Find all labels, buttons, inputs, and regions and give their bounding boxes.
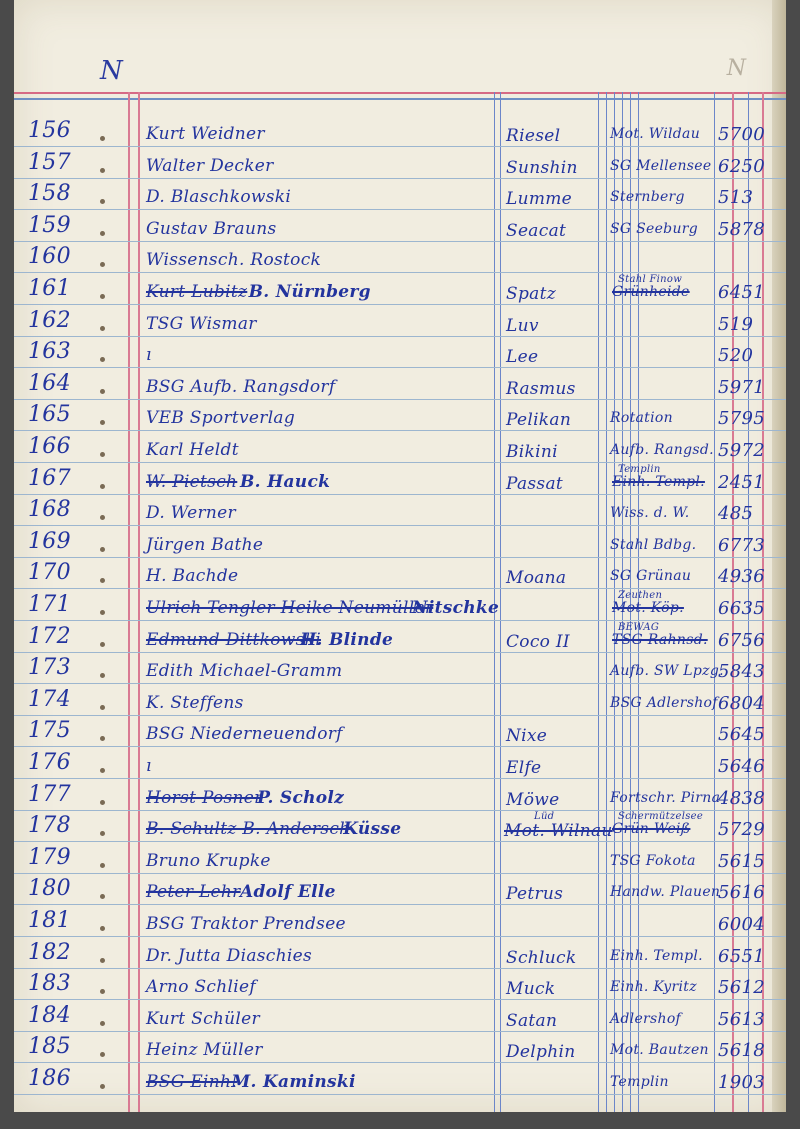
club-name: BSG Adlershof [610, 694, 718, 711]
club-name: Mot. Bautzen [610, 1042, 709, 1059]
ruled-line [14, 778, 786, 779]
sail-number: 5729 [718, 819, 766, 841]
entry-number: 175 [28, 718, 71, 744]
name: H. Bachde [146, 566, 239, 587]
entry-dot [100, 642, 105, 647]
entry-number: 156 [28, 118, 71, 143]
entry-number: 166 [28, 434, 71, 459]
club-name: Einh. Templ. [610, 947, 703, 964]
entry-number: 181 [28, 908, 71, 933]
ruled-line [14, 841, 786, 842]
entry-dot [100, 863, 105, 868]
ruled-line [14, 1031, 786, 1032]
sail-number: 5843 [718, 661, 766, 683]
entry-number: 170 [28, 560, 71, 586]
boat-name: Lee [506, 347, 539, 368]
name-struck: Peter Lehr [146, 882, 241, 903]
entry-dot [100, 831, 105, 836]
sail-number: 1903 [718, 1072, 766, 1093]
sail-number: 6804 [718, 692, 766, 714]
entry-dot [100, 484, 105, 489]
name: Edith Michael-Gramm [146, 661, 343, 682]
club-name: Einh. Kyritz [610, 979, 697, 996]
boat-name: Nixe [506, 726, 548, 747]
ruled-line [14, 557, 786, 558]
sail-number: 5971 [718, 376, 766, 398]
boat-name: Schluck [506, 947, 577, 968]
entry-dot [100, 926, 105, 931]
name: VEB Sportverlag [146, 408, 296, 429]
name: TSG Wismar [146, 313, 257, 334]
boat-name: Rasmus [506, 378, 576, 399]
column-rule [606, 92, 607, 1112]
margin-rule-left [128, 92, 130, 1112]
ruled-line [14, 936, 786, 937]
sail-number: 6004 [718, 914, 766, 935]
entry-number: 178 [28, 813, 71, 839]
club-struck: Mot. Köp. [612, 600, 684, 616]
name-struck: Edmund Dittkowski [146, 629, 321, 650]
entry-dot [100, 1084, 105, 1089]
ruled-line [14, 241, 786, 242]
name-struck: Horst Posner [146, 787, 263, 808]
club-struck: Grün Weiß [612, 821, 691, 838]
ruled-line [14, 683, 786, 684]
name: Jürgen Bathe [146, 534, 264, 555]
ruled-line [14, 525, 786, 526]
entry-dot [100, 389, 105, 394]
entry-number: 176 [28, 750, 71, 775]
club-name: Adlershof [610, 1010, 682, 1027]
sail-number: 5618 [718, 1040, 766, 1062]
entry-dot [100, 199, 105, 204]
ruled-line [14, 430, 786, 431]
entry-number: 179 [28, 844, 71, 870]
name: B. Hauck [240, 471, 331, 492]
name: Bruno Krupke [146, 850, 271, 871]
boat-name: Muck [506, 979, 556, 1000]
boat-name: Sunshin [506, 157, 578, 178]
ruled-line [14, 494, 786, 495]
name: BSG Traktor Prendsee [146, 914, 346, 934]
name: D. Werner [146, 503, 236, 524]
name: Dr. Jutta Diaschies [146, 945, 312, 966]
entry-dot [100, 420, 105, 425]
sail-number: 6773 [718, 534, 766, 556]
club-struck: TSG Rahnsd. [612, 631, 708, 648]
sail-number: 6756 [718, 629, 766, 651]
page-corner-mark: N [100, 56, 123, 86]
boat-name: Passat [506, 473, 564, 494]
ruled-line [14, 399, 786, 400]
club-struck: Grünheide [612, 284, 690, 300]
entry-dot [100, 610, 105, 615]
ruled-line [14, 904, 786, 905]
entry-dot [100, 231, 105, 236]
entry-number: 184 [28, 1002, 71, 1028]
entry-dot [100, 262, 105, 267]
entry-number: 182 [28, 939, 71, 965]
entry-number: 164 [28, 370, 71, 396]
sail-number: 5878 [718, 218, 766, 240]
name: Gustav Brauns [146, 218, 277, 239]
name-struck: B. Schultz B. Andersch [146, 819, 351, 840]
name: B. Nürnberg [248, 282, 371, 302]
entry-dot [100, 768, 105, 773]
sail-number: 5615 [718, 850, 766, 872]
name: Küsse [343, 819, 402, 840]
entry-number: 160 [28, 244, 71, 270]
club-struck: Einh. Templ. [612, 473, 705, 490]
entry-number: 159 [28, 212, 71, 238]
sail-number: 519 [718, 313, 754, 335]
entry-dot [100, 673, 105, 678]
entry-dot [100, 452, 105, 457]
entry-number: 174 [28, 686, 71, 712]
sail-number: 5645 [718, 724, 766, 746]
entry-dot [100, 1021, 105, 1026]
ruled-line [14, 620, 786, 621]
column-rule [500, 92, 501, 1112]
ruled-line [14, 336, 786, 337]
entry-dot [100, 294, 105, 299]
sail-number: 5700 [718, 124, 766, 145]
ruled-line [14, 999, 786, 1000]
club-note: BEWAG [618, 621, 660, 633]
ruled-line [14, 367, 786, 368]
entry-number: 177 [28, 781, 71, 807]
name: Arno Schlief [146, 977, 256, 998]
ruled-line [14, 462, 786, 463]
ruled-line [14, 1062, 786, 1063]
name: Karl Heldt [146, 440, 239, 460]
sail-number: 5646 [718, 756, 766, 777]
name: ı [146, 756, 152, 776]
name: Heinz Müller [146, 1040, 263, 1061]
club-name: Stahl Bdbg. [610, 536, 697, 553]
boat-name: Luv [506, 315, 539, 336]
entry-number: 163 [28, 339, 71, 365]
name-struck: BSG Einh. [146, 1072, 237, 1092]
entry-number: 161 [28, 276, 71, 301]
sail-number: 5795 [718, 408, 766, 430]
name: M. Kaminski [231, 1072, 356, 1092]
entry-number: 183 [28, 971, 71, 997]
ruled-line [14, 304, 786, 305]
name: BSG Aufb. Rangsdorf [146, 376, 336, 397]
ruled-line [14, 715, 786, 716]
entry-dot [100, 326, 105, 331]
boat-name: Möwe [506, 789, 560, 810]
name: K. Steffens [146, 692, 244, 713]
entry-dot [100, 515, 105, 520]
club-note: Stahl Finow [618, 274, 683, 285]
club-name: TSG Fokota [610, 852, 696, 869]
column-rule [714, 92, 715, 1112]
sail-number: 520 [718, 345, 754, 367]
name: BSG Niederneuendorf [146, 724, 343, 745]
ruled-line [14, 588, 786, 589]
name: ı [146, 345, 152, 366]
club-name: Rotation [610, 410, 673, 427]
entry-number: 158 [28, 181, 71, 207]
boat-name: Petrus [506, 884, 564, 905]
boat-name: Elfe [506, 758, 542, 778]
entry-number: 168 [28, 497, 71, 523]
club-name: SG Mellensee [610, 157, 712, 174]
sail-number: 6250 [718, 155, 766, 177]
club-name: SG Grünau [610, 568, 692, 585]
entry-dot [100, 800, 105, 805]
boat-name: Satan [506, 1010, 558, 1031]
entry-number: 169 [28, 528, 71, 554]
entry-dot [100, 989, 105, 994]
boat-name: Moana [506, 568, 567, 589]
ruled-line [14, 178, 786, 179]
club-name: Templin [610, 1074, 669, 1090]
sail-number: 2451 [718, 471, 766, 493]
ruled-line [14, 146, 786, 147]
club-note: Zeuthen [618, 590, 663, 601]
club-name: Handw. Plauen [610, 884, 721, 901]
sail-number: 6635 [718, 598, 766, 619]
entry-number: 157 [28, 149, 71, 175]
entry-number: 185 [28, 1034, 71, 1060]
name: Wissensch. Rostock [146, 250, 322, 271]
boat-name: Bikini [506, 442, 558, 462]
sail-number: 5972 [718, 440, 766, 461]
entry-dot [100, 1052, 105, 1057]
name: D. Blaschkowski [146, 187, 292, 208]
entry-number: 173 [28, 655, 71, 681]
name: H. Blinde [300, 629, 394, 650]
club-name: Wiss. d. W. [610, 505, 690, 522]
sail-number: 4936 [718, 566, 766, 588]
ruled-line [14, 873, 786, 874]
club-name: Sternberg [610, 189, 685, 206]
sail-number: 6551 [718, 945, 766, 967]
entry-dot [100, 357, 105, 362]
name: Kurt Schüler [146, 1008, 260, 1029]
boat-name: Delphin [506, 1042, 576, 1063]
ruled-line [14, 652, 786, 653]
entry-dot [100, 547, 105, 552]
club-name: Fortschr. Pirna [610, 789, 721, 806]
ruled-line [14, 968, 786, 969]
entry-number: 172 [28, 623, 71, 649]
ruled-line [14, 746, 786, 747]
boat-struck: Mot. Wilnau [504, 821, 613, 842]
sail-number: 485 [718, 503, 754, 525]
name: Walter Decker [146, 155, 274, 176]
club-name: Aufb. SW Lpzg. [610, 663, 724, 680]
entry-number: 186 [28, 1066, 71, 1091]
entry-number: 165 [28, 402, 71, 428]
ledger-page [14, 0, 786, 1112]
sail-number: 513 [718, 187, 754, 209]
entry-number: 162 [28, 307, 71, 333]
club-name: Aufb. Rangsd. [610, 442, 714, 458]
margin-rule-left-2 [138, 92, 140, 1112]
boat-name: Riesel [506, 126, 561, 146]
boat-name: Spatz [506, 284, 556, 304]
entry-number: 167 [28, 465, 71, 491]
boat-note: Lüd [534, 811, 555, 823]
ruled-line [14, 209, 786, 210]
ruled-line [14, 1094, 786, 1095]
name: P. Scholz [257, 787, 345, 808]
club-name: SG Seeburg [610, 220, 699, 237]
club-note: Templin [618, 463, 661, 475]
entry-dot [100, 168, 105, 173]
column-rule [598, 92, 599, 1112]
name: Adolf Elle [240, 882, 336, 903]
name-struck: Kurt Lubitz [146, 282, 248, 302]
name-struck: W. Pietsch [146, 471, 238, 492]
bleed-through-mark: N [726, 56, 746, 81]
entry-dot [100, 736, 105, 741]
entry-dot [100, 136, 105, 141]
boat-name: Lumme [506, 189, 573, 210]
entry-dot [100, 578, 105, 583]
entry-dot [100, 894, 105, 899]
boat-name: Pelikan [506, 410, 572, 431]
sail-number: 5612 [718, 977, 766, 999]
name-struck: Ulrich Tengler Heike Neumüller [146, 598, 434, 618]
sail-number: 5616 [718, 882, 766, 904]
sail-number: 4838 [718, 787, 766, 809]
name: Kurt Weidner [146, 124, 265, 144]
entry-number: 180 [28, 876, 71, 902]
entry-number: 171 [28, 592, 71, 617]
sail-number: 6451 [718, 282, 766, 303]
boat-name: Seacat [506, 220, 567, 241]
entry-dot [100, 705, 105, 710]
club-name: Mot. Wildau [610, 126, 701, 142]
boat-name: Coco II [506, 631, 570, 652]
entry-dot [100, 958, 105, 963]
club-note: Schermützelsee [618, 811, 704, 823]
name: Nitschke [412, 598, 500, 618]
sail-number: 5613 [718, 1008, 766, 1030]
